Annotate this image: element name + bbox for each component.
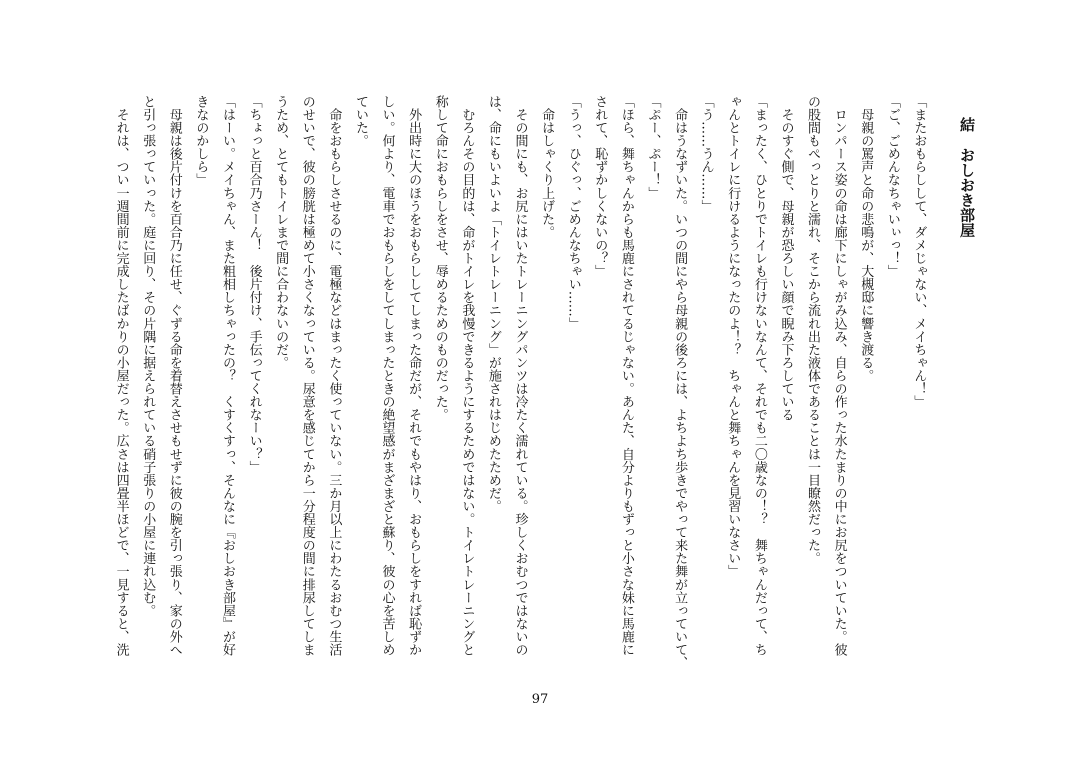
text-line: ゃんとトイレに行けるようになったのよ！？ ちゃんと舞ちゃんを見習いなさい」 [725,95,741,578]
text-line: 「うっ、ひぐっ、ごめんなちゃい……」 [565,95,581,330]
body-text [100,95,980,680]
text-line: ロンパース姿の命は廊下にしゃがみ込み、自らの作った水たまりの中にお尻をついていた。彼 [831,95,847,657]
text-line: その間にも、お尻にはいたトレーニングパンツは冷たく濡れている。珍しくおむつではないの [512,95,528,657]
text-line: しい。何より、電車でおもらしをしてしまったときの絶望感がまざまざと蘇り、彼の心を苦しめ [379,95,395,657]
text-line: 命はしゃくり上げた。 [539,95,555,239]
text-line: 「ちょっと百合乃さーん！ 後片付け、手伝ってくれなーい？」 [246,95,262,474]
text-line: 「まったく、ひとりでトイレも行けないなんて、それでも二〇歳なの！？ 舞ちゃんだって、ち [751,95,767,657]
text-line: 「またおもらしして、ダメじゃない、メイちゃん！」 [911,95,927,409]
text-line: それは、つい一週間前に完成したばかりの小屋だった。広さは四畳半ほどで、一見すると、洗 [113,95,129,657]
text-line: 外出時に大のほうをおもらししてしまった命だが、それでもやはり、おもらしをすれば恥ずか [406,95,422,657]
text-line: は、命にもいよいよ「トイレトレーニング」が施されはじめたためだ。 [485,95,501,513]
text-line: むろんその目的は、命がトイレを我慢できるようにするためではない。トイレトレーニングと [459,95,475,657]
text-line: 「う……うん……」 [698,95,714,213]
text-line: 「ぷー、ぷー！」 [645,95,661,200]
text-line: 母親の罵声と命の悲鳴が、大槻邸に響き渡る。 [858,95,874,383]
text-line: のせいで、彼の膀胱は極めて小さくなっている。尿意を感じてから一分程度の間に排尿してしま [299,95,315,657]
page-number: 97 [531,692,549,707]
text-line: 「はーい。メイちゃん、また粗相しちゃったの？ くすくすっ、そんなに『おしおき部屋』が好 [219,95,235,657]
text-line: されて、恥ずかしくないの？」 [592,95,608,278]
text-line: そのすぐ側で、母親が恐ろしい顔で睨み下ろしている [778,95,794,422]
text-line: 「ご、ごめんなちゃいぃっ！」 [884,95,900,278]
text-line: 命をおもらしさせるのに、電極などはまったく使っていない。三か月以上にわたるおむつ生活 [326,95,342,657]
text-line: 「ほら、舞ちゃんからも馬鹿にされてるじゃない。あんた、自分よりもずっと小さな妹に馬鹿に [618,95,634,657]
text-line: の股間もぺっとりと濡れ、そこから流れ出た液体であることは一目瞭然だった。 [805,95,821,565]
text-line: 母親は後片付けを百合乃に任せ、ぐずる命を着替えさせもせずに彼の腕を引っ張り、家の外へ [166,95,182,657]
text-line: きなのかしら」 [193,95,209,187]
text-line: うため、とてもトイレまで間に合わないのだ。 [273,95,289,370]
chapter-title: 結 おしおき部屋 [958,117,976,238]
text-line: 命はうなずいた。いつの間にやら母親の後ろには、よちよち歩きでやって来た舞が立っていて、 [672,95,688,670]
text-line: 称して命におもらしをさせ、辱めるためのものだった。 [432,95,448,422]
text-line: と引っ張っていった。庭に回り、その片隅に据えられている硝子張りの小屋に連れ込む。 [140,95,156,617]
text-line: ていた。 [352,95,368,148]
